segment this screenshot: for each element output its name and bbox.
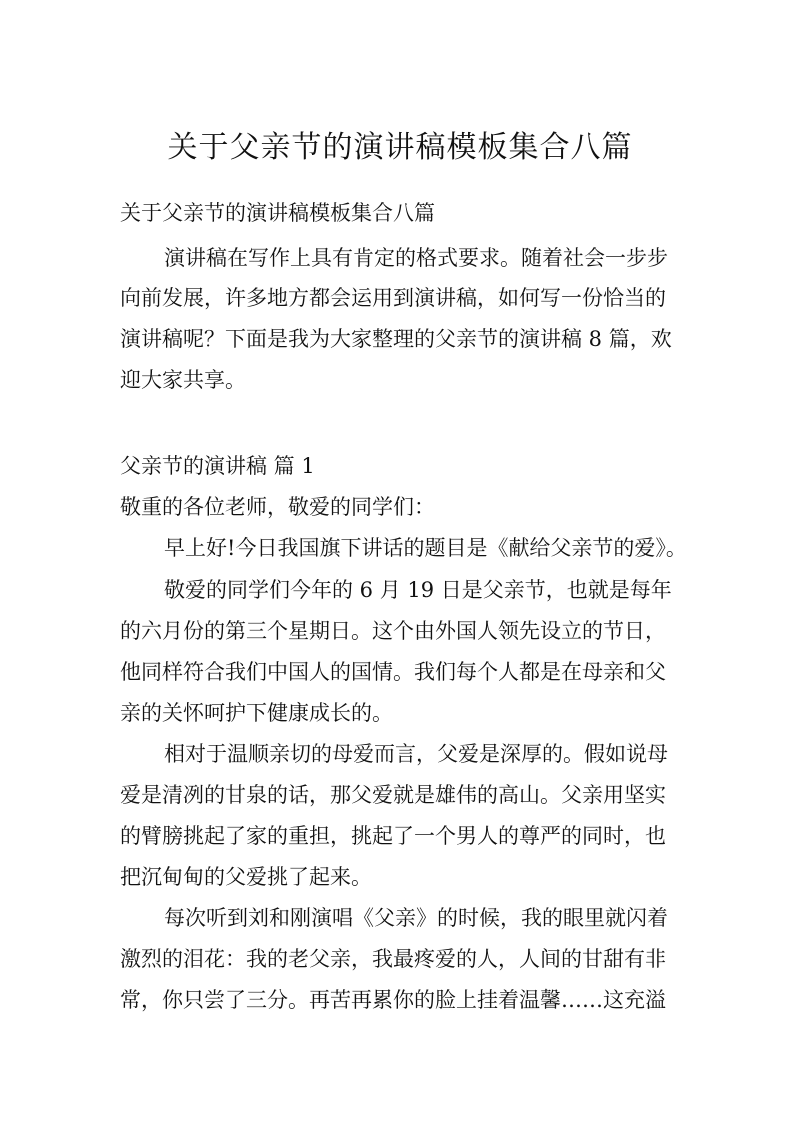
body-line-8: 的臂膀挑起了家的重担，挑起了一个男人的尊严的同时，也 (120, 824, 666, 848)
intro-line-2: 向前发展，许多地方都会运用到演讲稿，如何写一份恰当的 (120, 286, 666, 310)
intro-line-3: 演讲稿呢？下面是我为大家整理的父亲节的演讲稿 8 篇，欢 (120, 327, 672, 351)
body-line-7: 爱是清冽的甘泉的话，那父爱就是雄伟的高山。父亲用坚实 (120, 783, 666, 807)
body-line-2: 敬爱的同学们今年的 6 月 19 日是父亲节，也就是每年 (164, 578, 672, 602)
body-line-6: 相对于温顺亲切的母爱而言，父爱是深厚的。假如说母 (164, 742, 668, 766)
body-line-9: 把沉甸甸的父爱挑了起来。 (120, 865, 372, 889)
body-line-12: 常，你只尝了三分。再苦再累你的脸上挂着温馨……这充溢 (120, 988, 666, 1012)
intro-line-1: 演讲稿在写作上具有肯定的格式要求。随着社会一步步 (164, 246, 668, 270)
salutation: 敬重的各位老师，敬爱的同学们： (120, 495, 435, 519)
body-line-3: 的六月份的第三个星期日。这个由外国人领先设立的节日， (120, 619, 666, 643)
body-line-11: 激烈的泪花：我的老父亲，我最疼爱的人，人间的甘甜有非 (120, 947, 666, 971)
intro-line-4: 迎大家共享。 (120, 368, 246, 392)
document-subtitle: 关于父亲节的演讲稿模板集合八篇 (120, 201, 435, 225)
body-line-10: 每次听到刘和刚演唱《父亲》的时候，我的眼里就闪着 (164, 906, 668, 930)
section-heading: 父亲节的演讲稿 篇 1 (120, 454, 315, 478)
body-line-1: 早上好!今日我国旗下讲话的题目是《献给父亲节的爱》。 (164, 536, 687, 560)
document-title: 关于父亲节的演讲稿模板集合八篇 (167, 130, 633, 165)
body-line-5: 亲的关怀呵护下健康成长的。 (120, 701, 393, 725)
body-line-4: 他同样符合我们中国人的国情。我们每个人都是在母亲和父 (120, 660, 666, 684)
